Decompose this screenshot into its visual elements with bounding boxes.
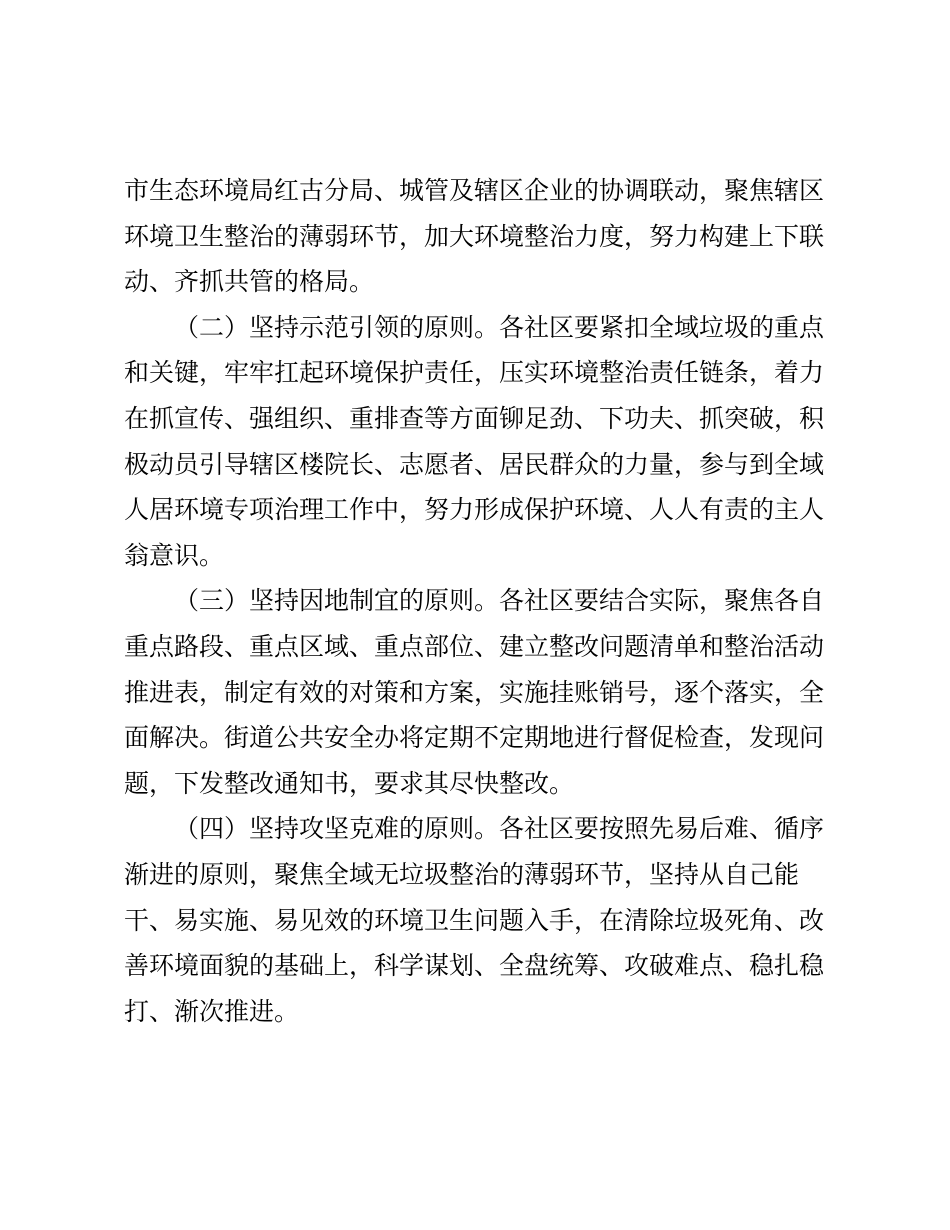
body-text: [124, 168, 824, 1034]
text-line: 翁意识。: [124, 540, 225, 570]
text-line: 干、易实施、易见效的环境卫生问题入手，在清除垃圾死角、改: [124, 905, 825, 935]
text-line: 推进表，制定有效的对策和方案，实施挂账销号，逐个落实，全: [124, 677, 825, 707]
paragraph-first-line: （三）坚持因地制宜的原则。各社区要结合实际，聚焦各自: [174, 586, 825, 616]
text-line: 重点路段、重点区域、重点部位、建立整改问题清单和整治活动: [124, 631, 825, 661]
text-line: 市生态环境局红古分局、城管及辖区企业的协调联动，聚焦辖区: [124, 176, 825, 205]
text-line: 渐进的原则，聚焦全域无垃圾整治的薄弱环节，坚持从自己能: [124, 859, 800, 889]
text-line: 极动员引导辖区楼院长、志愿者、居民群众的力量，参与到全域: [124, 449, 825, 479]
text-line: 题，下发整改通知书，要求其尽快整改。: [124, 768, 575, 798]
text-line: 环境卫生整治的薄弱环节，加大环境整治力度，努力构建上下联: [124, 221, 825, 251]
text-line: 人居环境专项治理工作中，努力形成保护环境、人人有责的主人: [124, 495, 825, 525]
text-line: 打、渐次推进。: [124, 996, 300, 1026]
text-line: 面解决。街道公共安全办将定期不定期地进行督促检查，发现问: [124, 723, 825, 753]
paragraph-first-line: （四）坚持攻坚克难的原则。各社区要按照先易后难、循序: [174, 814, 825, 844]
paragraph-first-line: （二）坚持示范引领的原则。各社区要紧扣全域垃圾的重点: [174, 312, 825, 342]
text-line: 在抓宣传、强组织、重排查等方面铆足劲、下功夫、抓突破，积: [124, 403, 825, 433]
text-line: 和关键，牢牢扛起环境保护责任，压实环境整治责任链条，着力: [124, 358, 825, 388]
text-line: 动、齐抓共管的格局。: [124, 267, 375, 297]
text-line: 善环境面貌的基础上，科学谋划、全盘统筹、攻破难点、稳扎稳: [124, 951, 825, 981]
